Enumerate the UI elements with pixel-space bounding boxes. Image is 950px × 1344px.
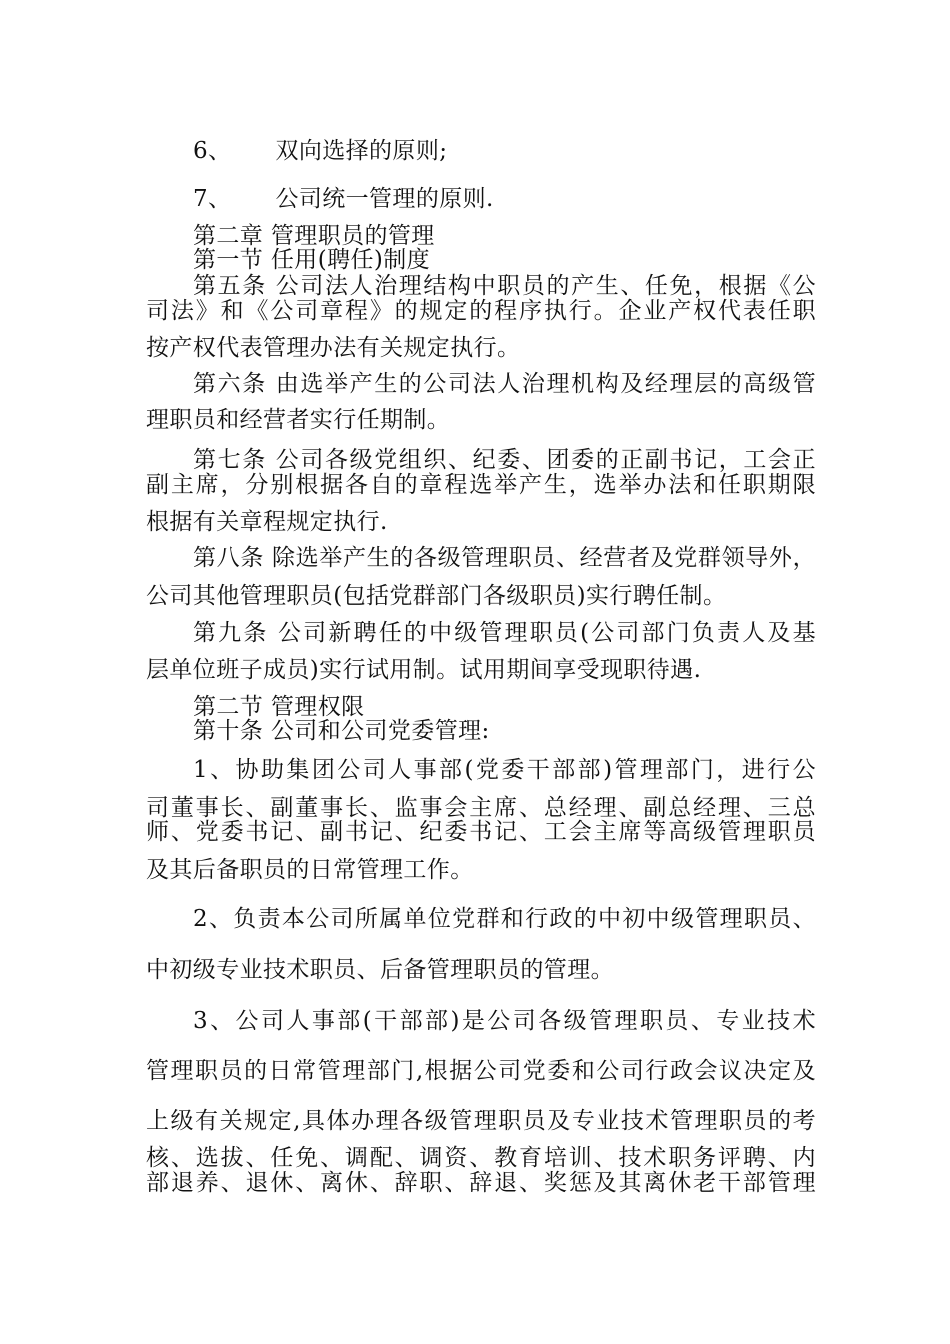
paragraph-line: 第八条 除选举产生的各级管理职员、经营者及党群领导外， xyxy=(193,545,816,571)
list-number: 6、 xyxy=(193,138,232,164)
article-heading: 第十条 公司和公司党委管理: xyxy=(193,718,490,744)
paragraph-line: 师、党委书记、副书记、纪委书记、工会主席等高级管理职员 xyxy=(146,819,816,845)
paragraph-line: 副主席，分别根据各自的章程选举产生，选举办法和任职期限 xyxy=(146,472,816,498)
chapter-heading: 第二章 管理职员的管理 xyxy=(193,223,435,249)
paragraph-line: 管理职员的日常管理部门,根据公司党委和公司行政会议决定及 xyxy=(146,1058,816,1084)
paragraph-line: 第六条 由选举产生的公司法人治理机构及经理层的高级管 xyxy=(193,371,816,397)
paragraph-line: 第七条 公司各级党组织、纪委、团委的正副书记，工会正 xyxy=(193,447,816,473)
paragraph-line: 2、负责本公司所属单位党群和行政的中初中级管理职员、 xyxy=(193,906,816,932)
paragraph-line: 根据有关章程规定执行. xyxy=(146,509,388,535)
paragraph-line: 核、选拔、任免、调配、调资、教育培训、技术职务评聘、内 xyxy=(146,1145,816,1171)
paragraph-line: 按产权代表管理办法有关规定执行。 xyxy=(146,335,521,361)
paragraph-line: 理职员和经营者实行任期制。 xyxy=(146,407,451,433)
section-heading: 第二节 管理权限 xyxy=(193,694,365,720)
list-text: 双向选择的原则; xyxy=(275,138,448,164)
paragraph-line: 上级有关规定,具体办理各级管理职员及专业技术管理职员的考 xyxy=(146,1108,816,1134)
list-text: 公司统一管理的原则. xyxy=(275,186,494,212)
paragraph-line: 中初级专业技术职员、后备管理职员的管理。 xyxy=(146,957,614,983)
paragraph-line: 第五条 公司法人治理结构中职员的产生、任免，根据《公 xyxy=(193,273,816,299)
paragraph-line: 第九条 公司新聘任的中级管理职员(公司部门负责人及基 xyxy=(193,620,816,646)
paragraph-line: 公司其他管理职员(包括党群部门各级职员)实行聘任制。 xyxy=(146,583,727,609)
paragraph-line: 层单位班子成员)实行试用制。试用期间享受现职待遇. xyxy=(146,657,702,683)
paragraph-line: 3、公司人事部(干部部)是公司各级管理职员、专业技术 xyxy=(193,1008,816,1034)
paragraph-line: 司董事长、副董事长、监事会主席、总经理、副总经理、三总 xyxy=(146,795,816,821)
paragraph-line: 司法》和《公司章程》的规定的程序执行。企业产权代表任职 xyxy=(146,298,816,324)
paragraph-line: 部退养、退休、离休、辞职、辞退、奖惩及其离休老干部管理 xyxy=(146,1170,816,1196)
paragraph-line: 1、协助集团公司人事部(党委干部部)管理部门，进行公 xyxy=(193,757,816,783)
paragraph-line: 及其后备职员的日常管理工作。 xyxy=(146,857,474,883)
list-item-7 xyxy=(193,184,816,214)
list-number: 7、 xyxy=(193,186,232,212)
section-heading: 第一节 任用(聘任)制度 xyxy=(193,247,431,273)
list-item-6 xyxy=(193,136,816,166)
